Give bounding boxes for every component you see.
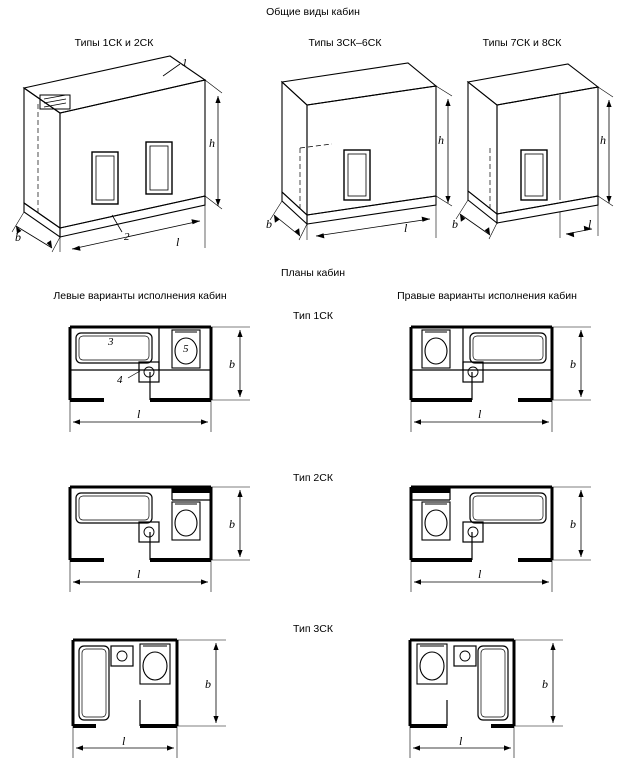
general-view-2-label: Типы 3СК–6СК (308, 37, 382, 49)
plan-1sk-right-dim-l: l (478, 407, 482, 421)
general-view-3-label: Типы 7СК и 8СК (482, 37, 562, 49)
plan-1sk-right-dim-b: b (570, 357, 576, 371)
plan-3sk-left-dim-b: b (205, 677, 211, 691)
plan-row-2-label: Тип 2СК (293, 472, 333, 484)
plan-2sk-right-dim-b: b (570, 517, 576, 531)
general-view-1-dim-b: b (15, 230, 21, 244)
general-view-3-dim-b: b (452, 217, 458, 231)
plan-1sk-left-dim-l: l (137, 407, 141, 421)
callout-3: 3 (108, 336, 114, 348)
callout-4: 4 (117, 374, 123, 386)
sheet-title-general-views: Общие виды кабин (266, 6, 360, 18)
plan-2sk-left-dim-b: b (229, 517, 235, 531)
callout-2: 2 (124, 231, 130, 243)
general-view-3-dim-l: l (588, 217, 592, 231)
general-view-2-dim-l: l (404, 221, 408, 235)
plan-2sk-left-dim-l: l (137, 567, 141, 581)
plan-column-right-label: Правые варианты исполнения кабин (397, 290, 577, 302)
general-view-1-label: Типы 1СК и 2СК (74, 37, 154, 49)
general-view-1-dim-h: h (209, 136, 215, 150)
general-view-2-dim-h: h (438, 133, 444, 147)
plan-3sk-right-dim-l: l (459, 734, 463, 748)
general-view-3-dim-h: h (600, 133, 606, 147)
general-view-2-dim-b: b (266, 217, 272, 231)
sheet-title-plans: Планы кабин (280, 267, 346, 279)
plan-1sk-left-dim-b: b (229, 357, 235, 371)
plan-3sk-left-dim-l: l (122, 734, 126, 748)
plan-2sk-right-dim-l: l (478, 567, 482, 581)
plan-column-left-label: Левые варианты исполнения кабин (53, 290, 227, 302)
plan-3sk-right-dim-b: b (542, 677, 548, 691)
callout-1: 1 (182, 57, 188, 69)
plan-row-3-label: Тип 3СК (293, 623, 333, 635)
callout-5: 5 (183, 343, 189, 355)
plan-row-1-label: Тип 1СК (293, 310, 333, 322)
general-view-1-dim-l: l (176, 235, 180, 249)
